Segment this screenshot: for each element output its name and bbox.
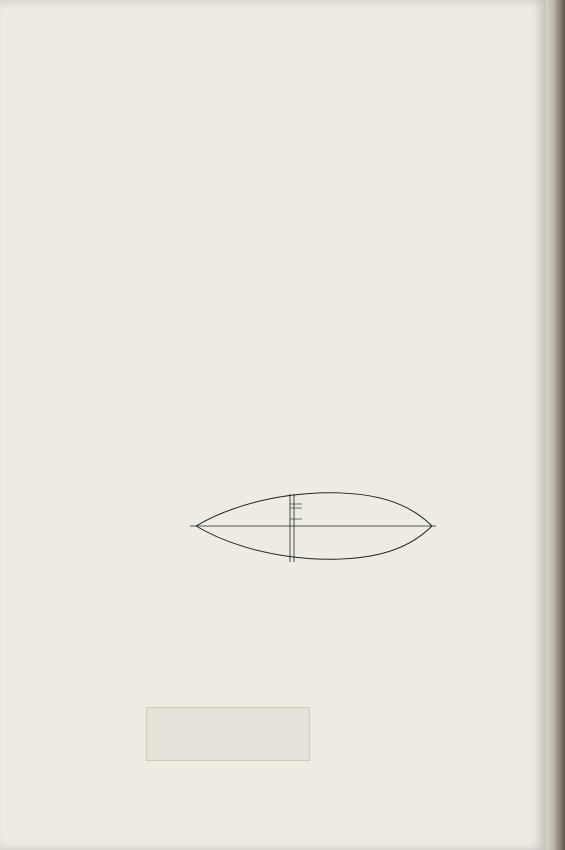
waterline-diagram <box>190 482 440 582</box>
waterline-upper-curve <box>196 493 432 526</box>
integral-formula <box>147 708 309 760</box>
page-edge <box>546 0 565 850</box>
figure-294 <box>190 482 440 582</box>
waterline-lower-curve <box>196 526 432 559</box>
closing-line <box>24 686 520 704</box>
closing-line-block <box>24 686 520 704</box>
integral-formula-box <box>146 707 310 761</box>
